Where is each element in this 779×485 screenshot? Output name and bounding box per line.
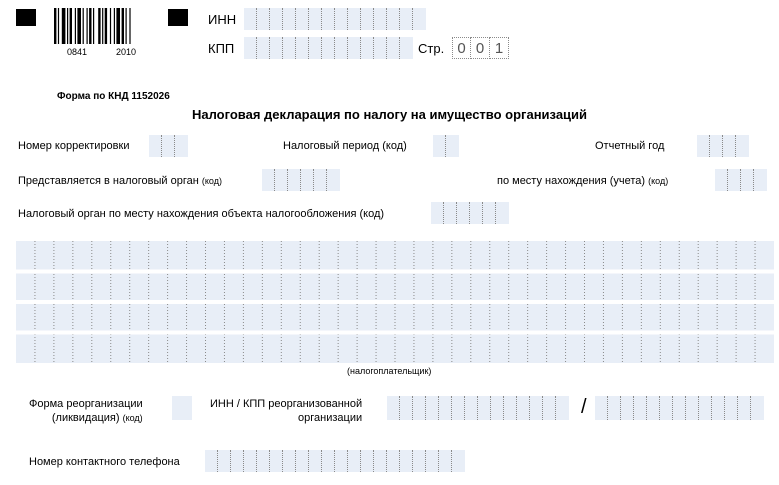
- input-cell[interactable]: [288, 169, 301, 191]
- barcode-number-left: 0841: [67, 47, 88, 57]
- barcode: [54, 8, 158, 50]
- input-cell[interactable]: [335, 37, 348, 59]
- input-cell[interactable]: [361, 8, 374, 30]
- input-cell[interactable]: [741, 169, 754, 191]
- phone-field[interactable]: [205, 450, 465, 472]
- input-cell[interactable]: [715, 169, 728, 191]
- knd-code: Форма по КНД 1152026: [57, 91, 170, 102]
- input-cell[interactable]: [543, 396, 556, 420]
- input-cell[interactable]: [296, 37, 309, 59]
- input-cell[interactable]: [322, 8, 335, 30]
- tax-period-label: Налоговый период (код): [283, 140, 407, 152]
- input-cell[interactable]: [496, 202, 509, 224]
- input-cell[interactable]: [710, 135, 723, 157]
- page-number-field: [452, 37, 509, 59]
- reorg-form-label: [29, 397, 143, 425]
- input-cell[interactable]: [257, 37, 270, 59]
- input-cell[interactable]: [478, 396, 491, 420]
- input-cell[interactable]: [335, 450, 348, 472]
- correction-number-field[interactable]: [149, 135, 188, 157]
- input-cell[interactable]: [697, 135, 710, 157]
- input-cell[interactable]: [686, 396, 699, 420]
- input-cell[interactable]: [608, 396, 621, 420]
- input-cell[interactable]: [439, 450, 452, 472]
- input-cell[interactable]: [309, 450, 322, 472]
- input-cell[interactable]: [244, 8, 257, 30]
- input-cell[interactable]: [361, 37, 374, 59]
- page-digit: 1: [490, 37, 509, 59]
- input-cell[interactable]: [556, 396, 569, 420]
- correction-number-label: Номер корректировки: [18, 140, 130, 152]
- input-cell[interactable]: [283, 37, 296, 59]
- taxpayer-caption: (налогоплательщик): [347, 366, 432, 376]
- input-cell[interactable]: [387, 450, 400, 472]
- input-cell[interactable]: [400, 8, 413, 30]
- input-cell[interactable]: [400, 450, 413, 472]
- input-cell[interactable]: [413, 450, 426, 472]
- input-cell[interactable]: [446, 135, 459, 157]
- input-cell[interactable]: [348, 450, 361, 472]
- input-cell[interactable]: [728, 169, 741, 191]
- input-cell[interactable]: [491, 396, 504, 420]
- input-cell[interactable]: [426, 396, 439, 420]
- location-code-suffix: (код): [648, 176, 669, 186]
- input-cell[interactable]: [413, 396, 426, 420]
- input-cell[interactable]: [270, 450, 283, 472]
- input-cell[interactable]: [413, 8, 426, 30]
- inn-kpp-separator: /: [581, 396, 587, 418]
- input-cell[interactable]: [348, 8, 361, 30]
- input-cell[interactable]: [444, 202, 457, 224]
- input-cell[interactable]: [162, 135, 175, 157]
- location-label: [497, 175, 668, 187]
- kpp-label: КПП: [208, 41, 235, 56]
- inn-field[interactable]: [244, 8, 426, 30]
- input-cell[interactable]: [621, 396, 634, 420]
- phone-label: Номер контактного телефона: [29, 456, 180, 468]
- input-cell[interactable]: [387, 8, 400, 30]
- input-cell[interactable]: [699, 396, 712, 420]
- taxpayer-grid-lines: [16, 241, 774, 363]
- input-cell[interactable]: [275, 169, 288, 191]
- input-cell[interactable]: [149, 135, 162, 157]
- input-cell[interactable]: [322, 37, 335, 59]
- input-cell[interactable]: [387, 396, 400, 420]
- input-cell[interactable]: [309, 37, 322, 59]
- input-cell[interactable]: [322, 450, 335, 472]
- tax-period-field[interactable]: [433, 135, 459, 157]
- input-cell[interactable]: [327, 169, 340, 191]
- input-cell[interactable]: [751, 396, 764, 420]
- reorg-form-label-line2: (ликвидация): [51, 412, 120, 424]
- input-cell[interactable]: [660, 396, 673, 420]
- input-cell[interactable]: [283, 8, 296, 30]
- location-label-text: по месту нахождения (учета): [497, 175, 646, 187]
- input-cell[interactable]: [530, 396, 543, 420]
- kpp-field[interactable]: [244, 37, 413, 59]
- input-cell[interactable]: [374, 8, 387, 30]
- input-cell[interactable]: [465, 396, 478, 420]
- input-cell[interactable]: [400, 37, 413, 59]
- input-cell[interactable]: [309, 8, 322, 30]
- input-cell[interactable]: [361, 450, 374, 472]
- input-cell[interactable]: [296, 8, 309, 30]
- registration-marker-left: [16, 9, 36, 26]
- input-cell[interactable]: [457, 202, 470, 224]
- page-digit: 0: [471, 37, 490, 59]
- input-cell[interactable]: [257, 450, 270, 472]
- input-cell[interactable]: [504, 396, 517, 420]
- object-authority-field[interactable]: [431, 202, 509, 224]
- input-cell[interactable]: [452, 450, 465, 472]
- reorg-form-label-line1: Форма реорганизации: [29, 398, 143, 410]
- input-cell[interactable]: [712, 396, 725, 420]
- input-cell[interactable]: [736, 135, 749, 157]
- report-year-label: Отчетный год: [595, 140, 665, 152]
- input-cell[interactable]: [595, 396, 608, 420]
- input-cell[interactable]: [231, 450, 244, 472]
- input-cell[interactable]: [426, 450, 439, 472]
- location-field[interactable]: [715, 169, 767, 191]
- input-cell[interactable]: [244, 450, 257, 472]
- tax-authority-field[interactable]: [262, 169, 340, 191]
- input-cell[interactable]: [738, 396, 751, 420]
- input-cell[interactable]: [205, 450, 218, 472]
- inn-label: ИНН: [208, 12, 237, 27]
- input-cell[interactable]: [296, 450, 309, 472]
- input-cell[interactable]: [483, 202, 496, 224]
- barcode-number-right: 2010: [116, 47, 137, 57]
- input-cell[interactable]: [470, 202, 483, 224]
- input-cell[interactable]: [374, 37, 387, 59]
- input-cell[interactable]: [262, 169, 275, 191]
- reorg-inn-field[interactable]: [387, 396, 569, 420]
- input-cell[interactable]: [314, 169, 327, 191]
- input-cell[interactable]: [634, 396, 647, 420]
- input-cell[interactable]: [244, 37, 257, 59]
- input-cell[interactable]: [218, 450, 231, 472]
- input-cell[interactable]: [257, 8, 270, 30]
- input-cell[interactable]: [301, 169, 314, 191]
- input-cell[interactable]: [283, 450, 296, 472]
- reorg-code-suffix: (код): [122, 413, 143, 423]
- input-cell[interactable]: [439, 396, 452, 420]
- input-cell[interactable]: [400, 396, 413, 420]
- input-cell[interactable]: [348, 37, 361, 59]
- input-cell[interactable]: [723, 135, 736, 157]
- form-title: Налоговая декларация по налогу на имущество организаций: [191, 107, 588, 122]
- object-authority-label: Налоговый орган по месту нахождения объекта налогообложения (код): [18, 208, 385, 220]
- reorg-inn-kpp-line2: организации: [298, 412, 363, 424]
- input-cell[interactable]: [431, 202, 444, 224]
- page-digit: 0: [452, 37, 471, 59]
- page-label: Стр.: [418, 41, 445, 56]
- input-cell[interactable]: [647, 396, 660, 420]
- tax-authority-label: [18, 175, 222, 187]
- input-cell[interactable]: [387, 37, 400, 59]
- reorg-kpp-field[interactable]: [595, 396, 764, 420]
- input-cell[interactable]: [754, 169, 767, 191]
- report-year-field[interactable]: [697, 135, 749, 157]
- registration-marker-right: [168, 9, 188, 26]
- input-cell[interactable]: [673, 396, 686, 420]
- input-cell[interactable]: [452, 396, 465, 420]
- input-cell[interactable]: [270, 8, 283, 30]
- input-cell[interactable]: [374, 450, 387, 472]
- input-cell[interactable]: [175, 135, 188, 157]
- input-cell[interactable]: [270, 37, 283, 59]
- input-cell[interactable]: [335, 8, 348, 30]
- reorg-form-field[interactable]: [172, 396, 192, 420]
- tax-authority-code-suffix: (код): [201, 176, 222, 186]
- taxpayer-name-field[interactable]: [16, 241, 774, 363]
- input-cell[interactable]: [725, 396, 738, 420]
- input-cell[interactable]: [517, 396, 530, 420]
- tax-authority-label-text: Представляется в налоговый орган: [18, 175, 199, 187]
- reorg-inn-kpp-line1: ИНН / КПП реорганизованной: [210, 398, 363, 410]
- input-cell[interactable]: [433, 135, 446, 157]
- input-cell[interactable]: [172, 396, 192, 420]
- reorg-inn-kpp-label: [210, 397, 362, 425]
